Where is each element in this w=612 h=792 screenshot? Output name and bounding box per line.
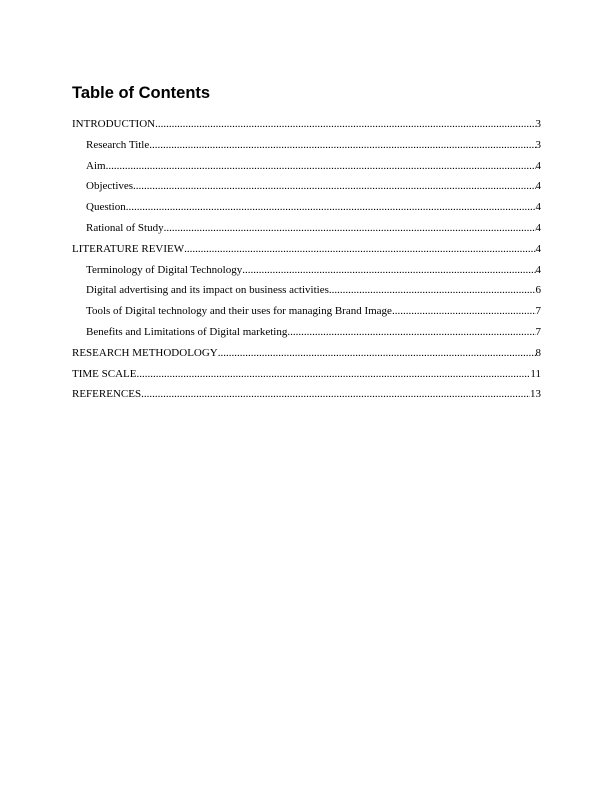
dot-leader (141, 384, 530, 405)
dot-leader (242, 260, 535, 281)
toc-entry-page-number: 13 (530, 388, 541, 401)
toc-entry-label: Objectives (86, 180, 134, 193)
toc-entry-page-number: 11 (530, 367, 541, 380)
dot-leader (106, 156, 536, 177)
toc-entry-references[interactable] (72, 384, 541, 405)
toc-entry-research-methodology[interactable] (72, 343, 541, 364)
dot-leader (392, 301, 536, 322)
dot-leader (329, 280, 536, 301)
dot-leader (155, 114, 535, 135)
dot-leader (164, 218, 536, 239)
toc-entry-label: REFERENCES (72, 388, 142, 401)
toc-entry-page-number: 8 (535, 346, 541, 359)
toc-entry-label: Terminology of Digital Technology (86, 263, 243, 276)
toc-entry-label: INTRODUCTION (72, 118, 156, 130)
dot-leader (184, 239, 535, 260)
toc-entry-question[interactable] (72, 197, 541, 218)
toc-entry-label: Digital advertising and its impact on business activities (86, 284, 329, 297)
toc-entry-page-number: 4 (535, 180, 541, 193)
toc-entry-label: Aim (86, 159, 106, 172)
dot-leader (287, 322, 535, 343)
toc-entry-benefits-limitations[interactable] (72, 322, 541, 343)
dot-leader (149, 135, 535, 156)
toc-entry-digital-advertising[interactable] (72, 280, 541, 301)
toc-entry-research-title[interactable] (72, 135, 541, 156)
toc-list (72, 114, 541, 405)
toc-heading: Table of Contents (72, 84, 211, 102)
toc-entry-label: TIME SCALE (72, 367, 137, 380)
toc-entry-label: Rational of Study (86, 221, 164, 234)
toc-entry-literature-review[interactable] (72, 239, 541, 260)
dot-leader (136, 364, 530, 385)
toc-entry-aim[interactable] (72, 156, 541, 177)
toc-entry-rational-of-study[interactable] (72, 218, 541, 239)
toc-entry-label: Research Title (86, 138, 150, 151)
toc-entry-page-number: 3 (535, 118, 541, 130)
dot-leader (126, 197, 536, 218)
toc-entry-page-number: 3 (535, 138, 541, 151)
toc-entry-page-number: 7 (535, 305, 541, 318)
toc-entry-tools-digital-technology[interactable] (72, 301, 541, 322)
toc-entry-terminology[interactable] (72, 260, 541, 281)
toc-entry-time-scale[interactable] (72, 364, 541, 385)
toc-entry-page-number: 4 (535, 159, 541, 172)
toc-entry-label: Tools of Digital technology and their uses for managing Brand Image (86, 305, 392, 318)
dot-leader (218, 343, 536, 364)
toc-entry-page-number: 4 (535, 221, 541, 234)
toc-entry-label: LITERATURE REVIEW (72, 242, 185, 255)
toc-entry-page-number: 6 (535, 284, 541, 297)
toc-entry-introduction[interactable] (72, 114, 541, 135)
toc-entry-label: Benefits and Limitations of Digital marketing (86, 325, 288, 338)
toc-entry-objectives[interactable] (72, 176, 541, 197)
toc-entry-page-number: 4 (535, 201, 541, 214)
dot-leader (133, 176, 535, 197)
toc-entry-page-number: 4 (535, 263, 541, 276)
toc-entry-page-number: 4 (535, 242, 541, 255)
toc-entry-page-number: 7 (535, 325, 541, 338)
toc-entry-label: Question (86, 201, 126, 214)
toc-entry-label: RESEARCH METHODOLOGY (72, 346, 218, 359)
